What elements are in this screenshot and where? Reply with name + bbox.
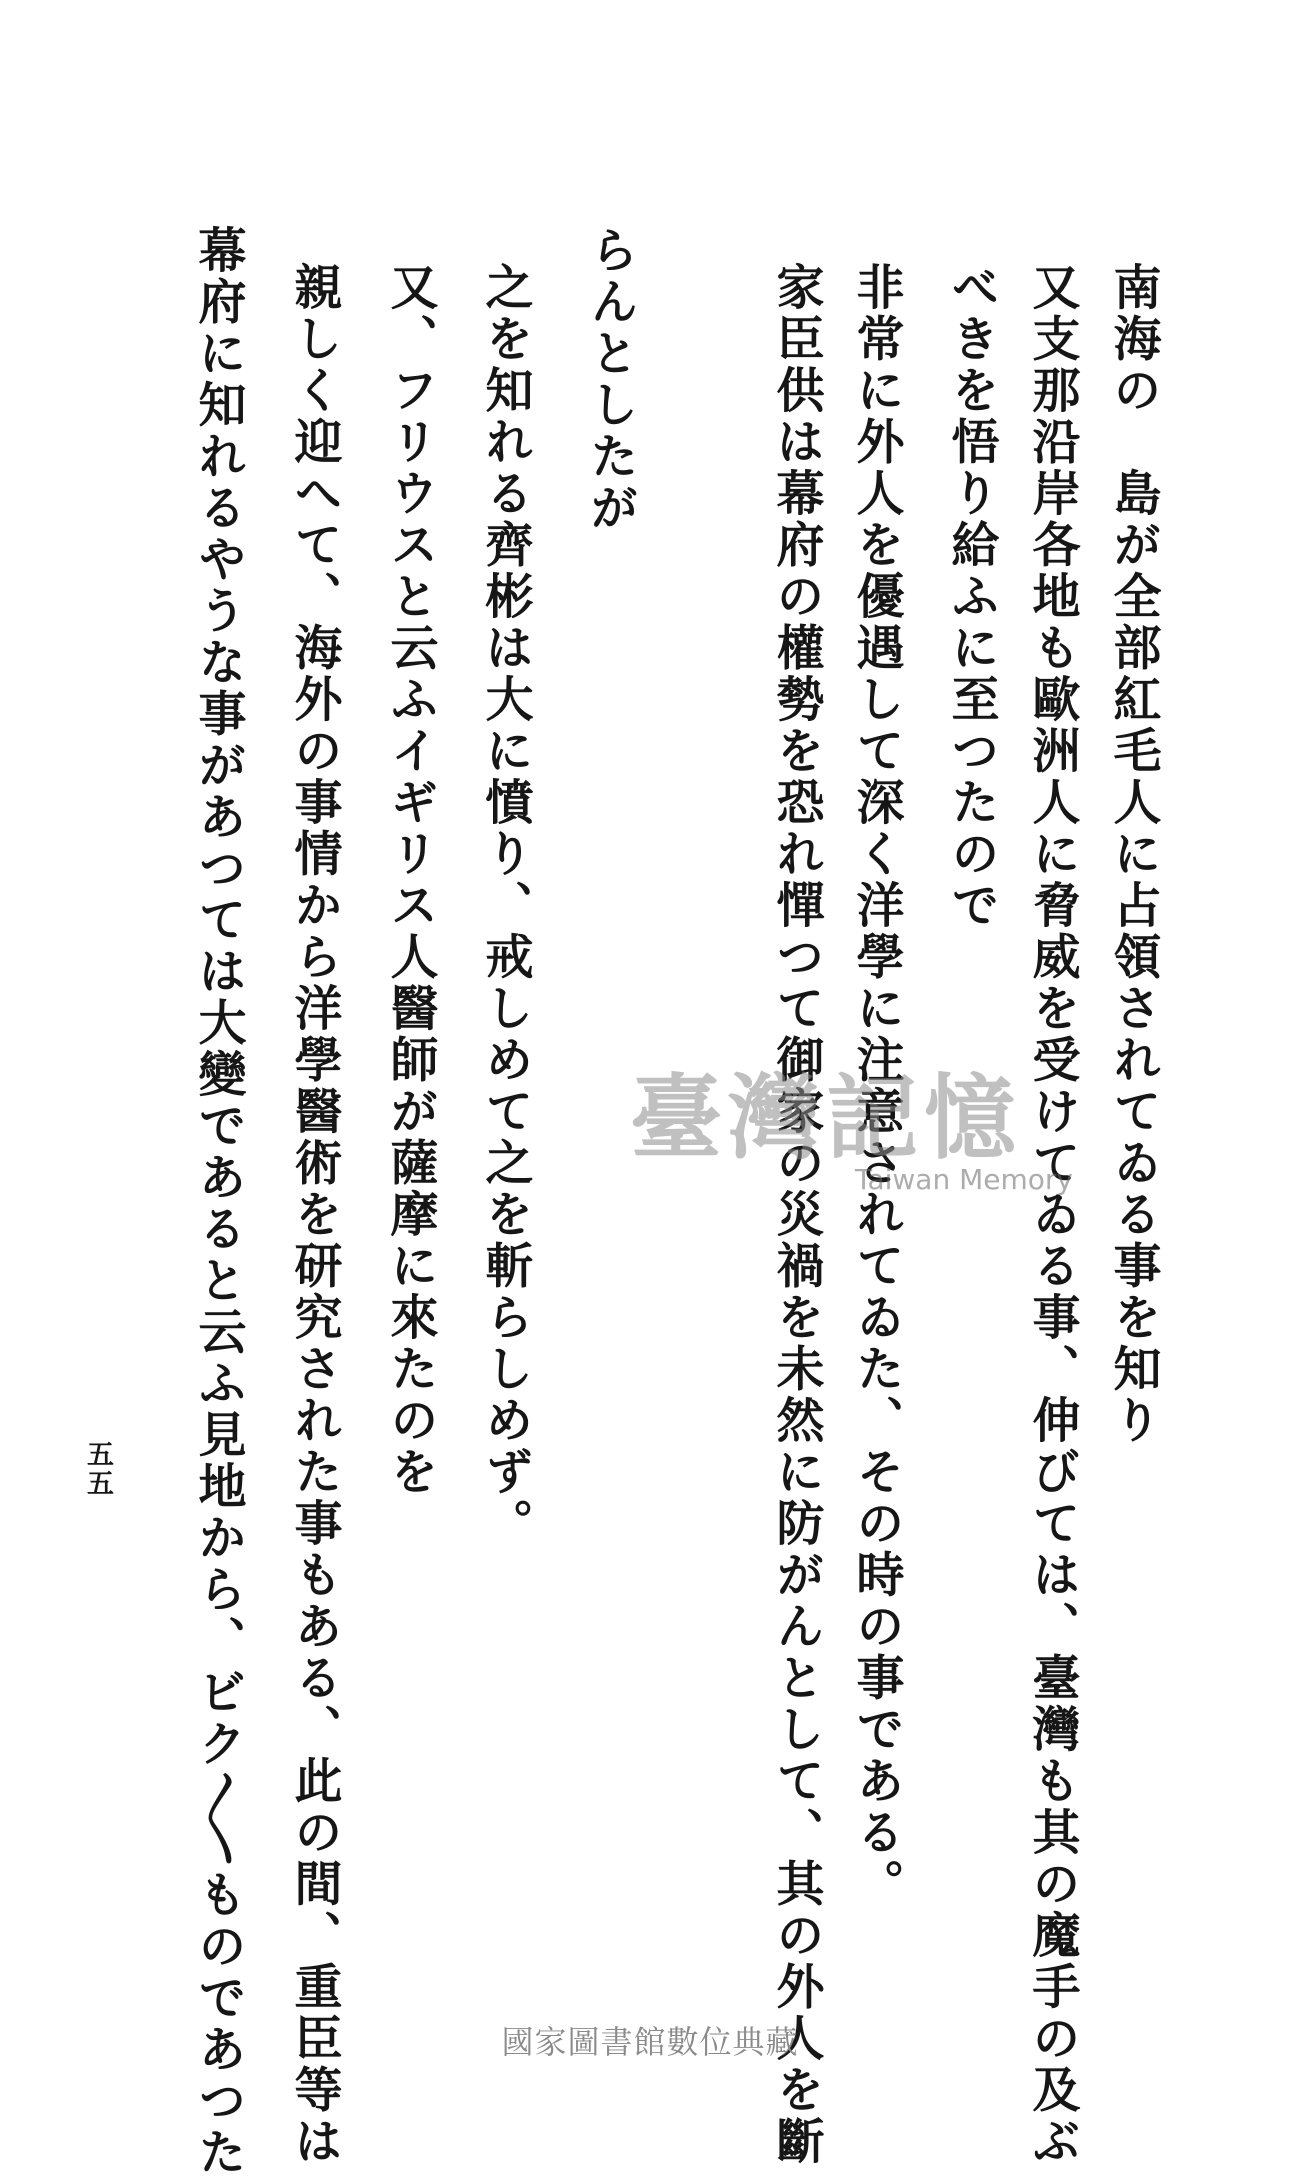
watermark-subtitle: Taiwan Memory: [855, 1163, 1073, 1196]
text-column-4: 非常に外人を優遇して深く洋學に注意されてゐた、その時の事である。: [848, 262, 904, 1910]
page-number: 五五: [82, 1440, 113, 1498]
text-column-6: らんとしたが: [582, 225, 638, 534]
text-column-9: 親しく迎へて、海外の事情から洋學醫術を研究された事もある、此の間、重臣等は: [286, 262, 342, 2168]
text-column-5: 家臣供は幕府の權勢を恐れ憚つて御家の災禍を未然に防がんとして、其の外人を斷: [768, 262, 824, 2168]
text-column-2: 又支那沿岸各地も歐洲人に脅威を受けてゐる事、伸びては、臺灣も其の魔手の及ぶ: [1024, 262, 1080, 2168]
library-footer: 國家圖書館數位典藏: [501, 2023, 799, 2061]
text-column-10: 幕府に知れるやうな事があつては大變であると云ふ見地から、ビク〳〵ものであつた: [190, 225, 246, 2179]
text-column-1: 南海の 島が全部紅毛人に占領されてゐる事を知り: [1105, 262, 1161, 1447]
text-column-8: 又、フリウスと云ふイギリス人醫師が薩摩に來たのを: [382, 262, 438, 1498]
text-column-7: 之を知れる齊彬は大に憤り、戒しめて之を斬らしめず。: [477, 262, 533, 1550]
text-column-3: べきを悟り給ふに至つたので: [943, 262, 999, 932]
taiwan-memory-watermark: [620, 1045, 1140, 1215]
watermark-logo-text: 臺灣記憶: [630, 1064, 1023, 1172]
